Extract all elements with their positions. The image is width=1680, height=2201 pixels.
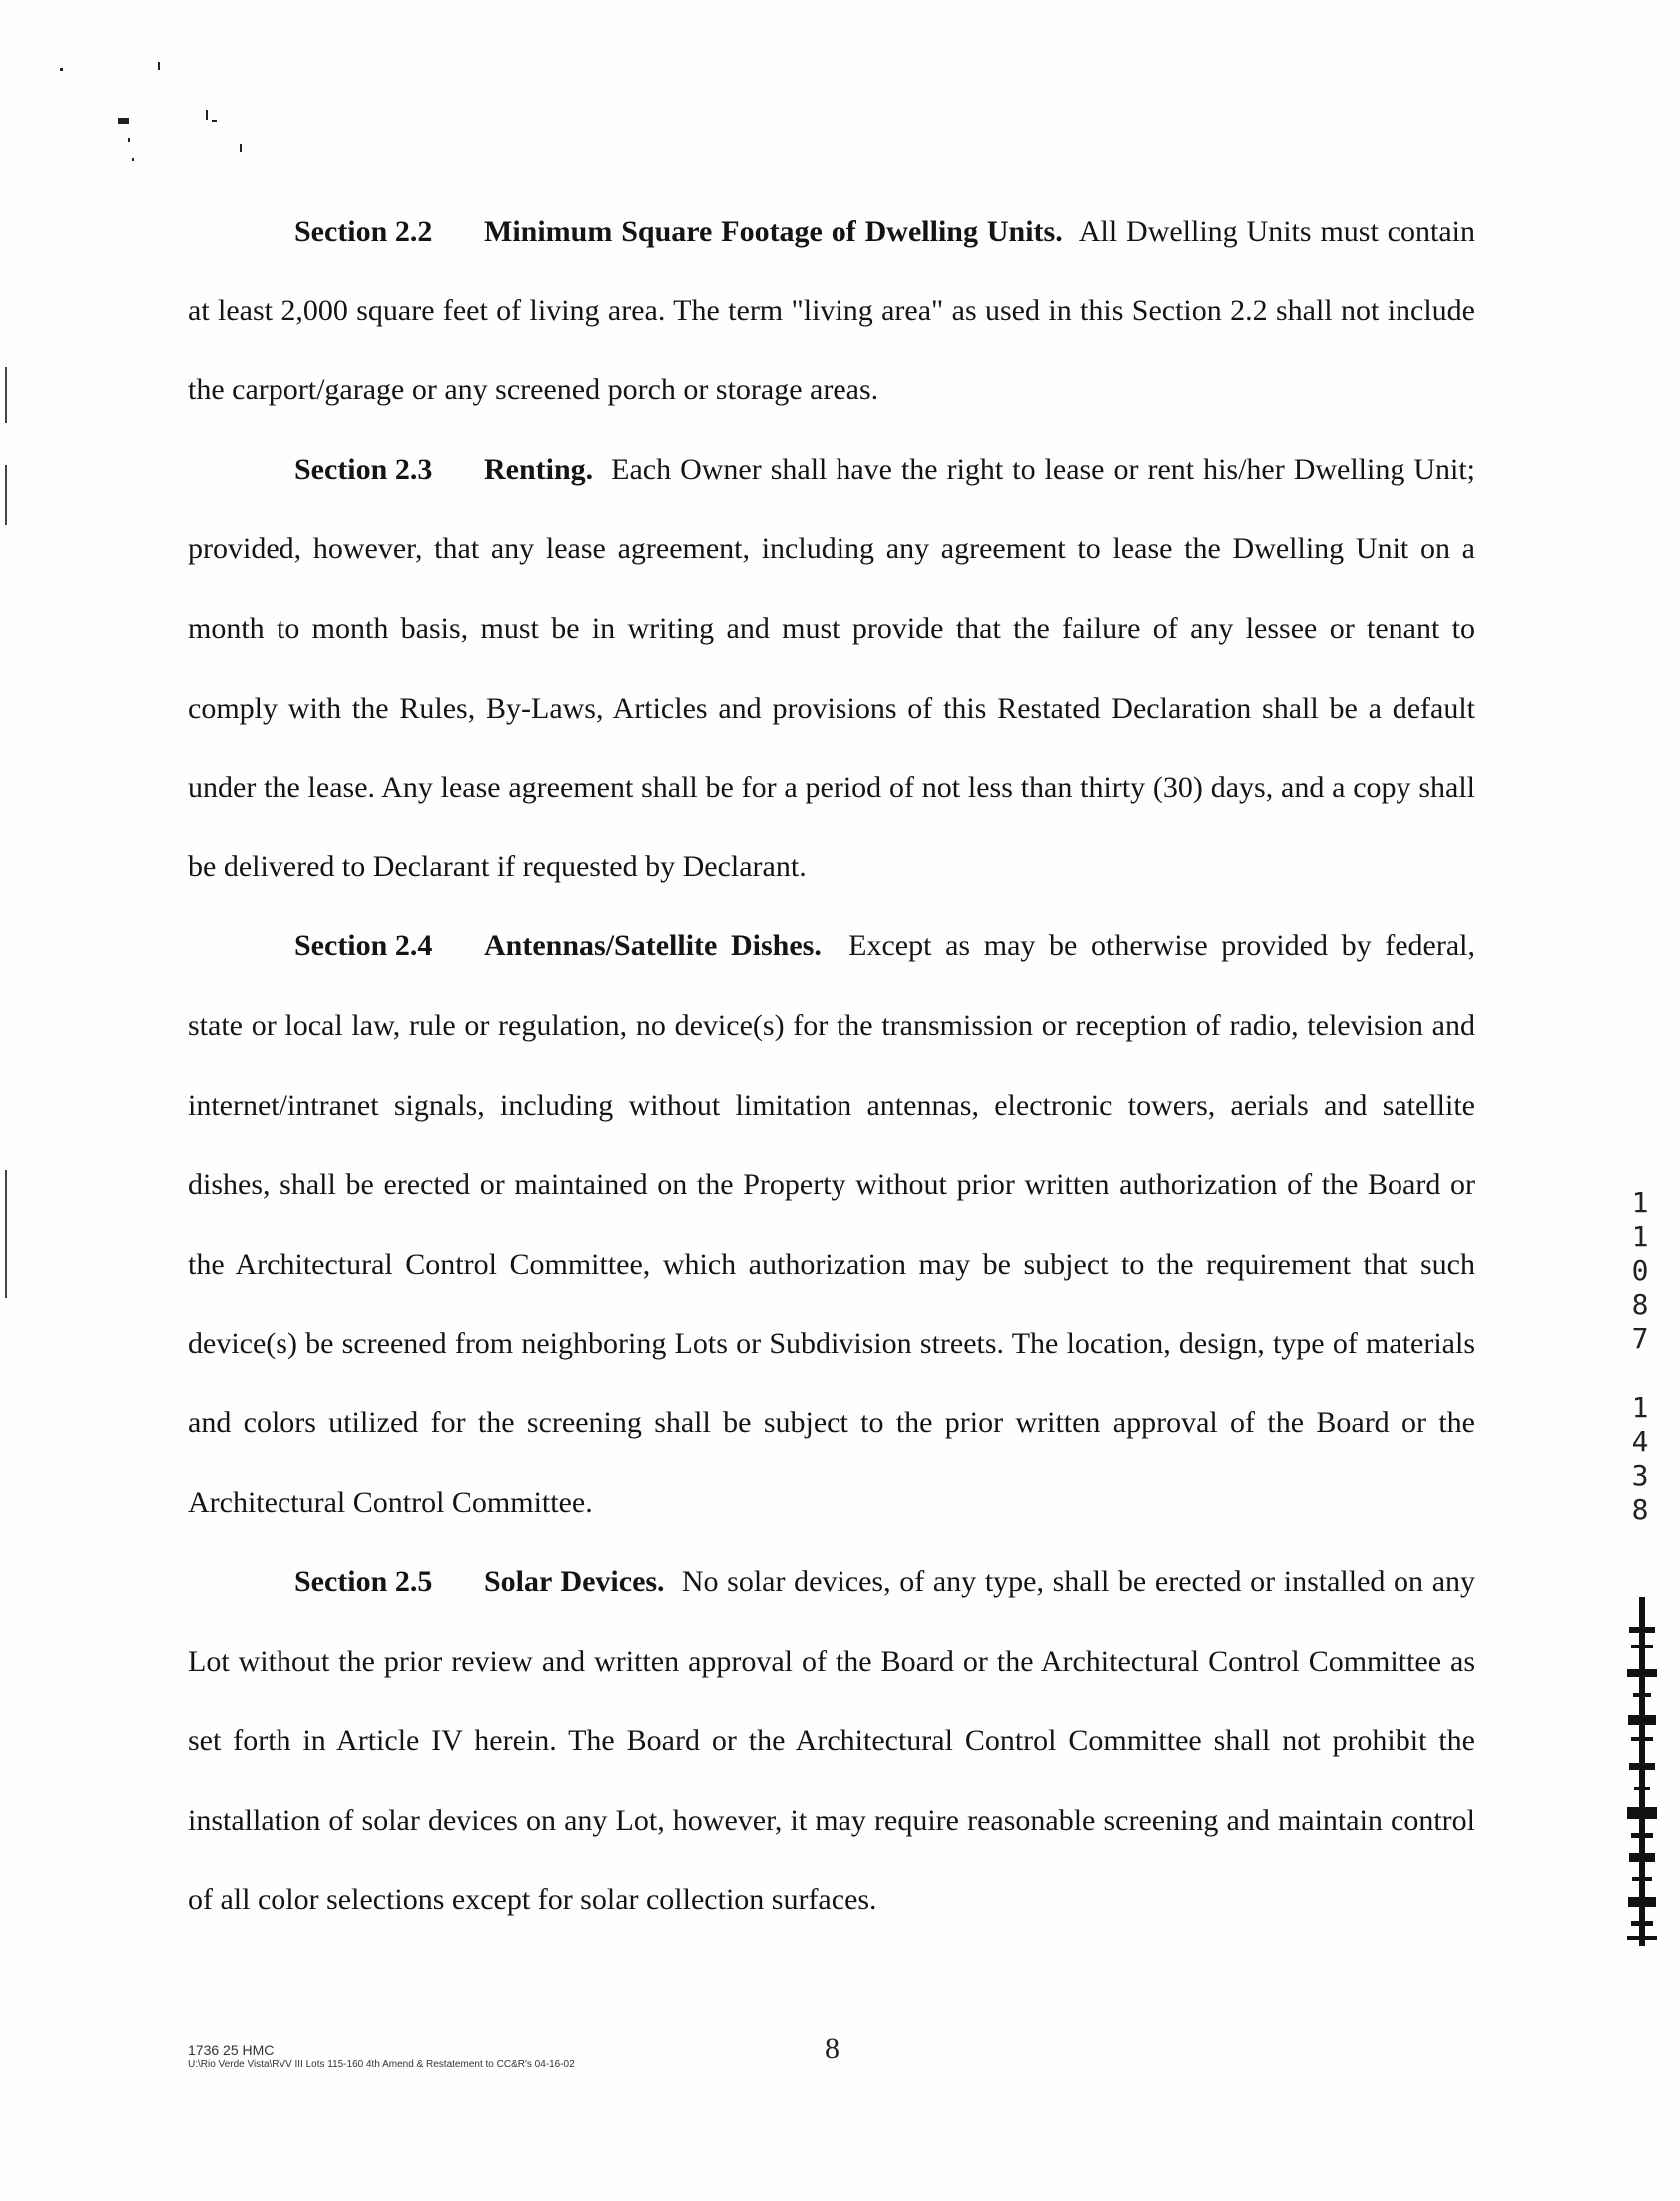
section-title: Antennas/Satellite Dishes.: [484, 929, 822, 963]
footer-line-1: 1736 25 HMC: [188, 2042, 275, 2058]
section-number: Section 2.4: [294, 929, 433, 963]
footer-line-2: U:\Rio Verde Vista\RVV III Lots 115-160 4th Amend & Restatement to CC&R's 04-16-02: [188, 2059, 575, 2070]
section-number: Section 2.3: [294, 452, 433, 486]
scan-speck: [240, 144, 242, 152]
margin-mark: [5, 367, 7, 423]
section-text: Each Owner shall have the right to lease or rent his/her Dwelling Unit; provided, however, that any lease agreement, including any agreement to lease the Dwelling Unit on a month to month basis, must be in writing and must provide that the failure of any lessee or tenant to comply with the Rules, By-Laws, Articles and provisions of this Restated Declaration shall be a default under the lease. Any lease agreement shall be for a period of not less than thirty (30) days, and a copy shall be delivered to Declarant if requested by Declarant.: [188, 452, 1476, 883]
section-number: Section 2.5: [294, 1565, 433, 1599]
recording-digit: 4: [1631, 1425, 1649, 1458]
scan-speck: [206, 110, 208, 120]
section-title: Minimum Square Footage of Dwelling Units.: [484, 215, 1063, 248]
scan-speck: [212, 120, 217, 122]
section-text: Except as may be otherwise provided by federal, state or local law, rule or regulation, no device(s) for the transmission or reception of radio, television and internet/intranet signals, including without limitation antennas, electronic towers, aerials and satellite dishes, shall be erected or maintained on the Property without prior written authorization of the Board or the Architectural Control Committee, which authorization may be subject to the requirement that such device(s) be screened from neighboring Lots or Subdivision streets. The location, design, type of materials and colors utilized for the screening shall be subject to the prior written approval of the Board or the Architectural Control Committee.: [188, 929, 1476, 1519]
margin-mark: [5, 1170, 7, 1298]
footer-reference: [188, 2042, 575, 2072]
section-2-5: [188, 1542, 1475, 1939]
section-2-4: [188, 906, 1475, 1542]
document-body: [188, 192, 1475, 1939]
page-number: 8: [825, 2032, 840, 2065]
recording-digit: 0: [1631, 1254, 1649, 1287]
scan-speck: [128, 138, 130, 142]
section-text: No solar devices, of any type, shall be erected or installed on any Lot without the prior review and written approval of the Board or the Architectural Control Committee as set forth in Article IV herein. The Board or the Architectural Control Committee shall not prohibit the installation of solar devices on any Lot, however, it may require reasonable screening and maintain control of all color selections except for solar collection surfaces.: [188, 1565, 1476, 1917]
recording-digit: 8: [1631, 1493, 1649, 1526]
recording-digit: 7: [1631, 1322, 1649, 1355]
section-number: Section 2.2: [294, 215, 433, 248]
recording-digit: 1: [1631, 1391, 1649, 1424]
margin-mark: [5, 465, 7, 525]
recording-number-bottom: [1625, 1391, 1655, 1527]
barcode: [1625, 1597, 1659, 1946]
scan-speck: [118, 118, 129, 124]
recording-digit: 1: [1631, 1186, 1649, 1219]
recording-digit: 8: [1631, 1288, 1649, 1321]
recording-digit: 1: [1631, 1220, 1649, 1253]
scan-speck: [60, 68, 63, 71]
section-text: All Dwelling Units must contain at least 2,000 square feet of living area. The term "living area" as used in this Section 2.2 shall not include the carport/garage or any screened porch or storage areas.: [188, 215, 1475, 407]
recording-number-top: [1625, 1186, 1655, 1356]
scan-speck: [158, 62, 160, 70]
section-title: Solar Devices.: [484, 1565, 665, 1599]
section-title: Renting.: [484, 452, 594, 486]
recording-digit: 3: [1631, 1459, 1649, 1492]
section-2-2: [188, 192, 1475, 430]
section-2-3: [188, 430, 1475, 907]
scan-speck: [132, 158, 134, 161]
